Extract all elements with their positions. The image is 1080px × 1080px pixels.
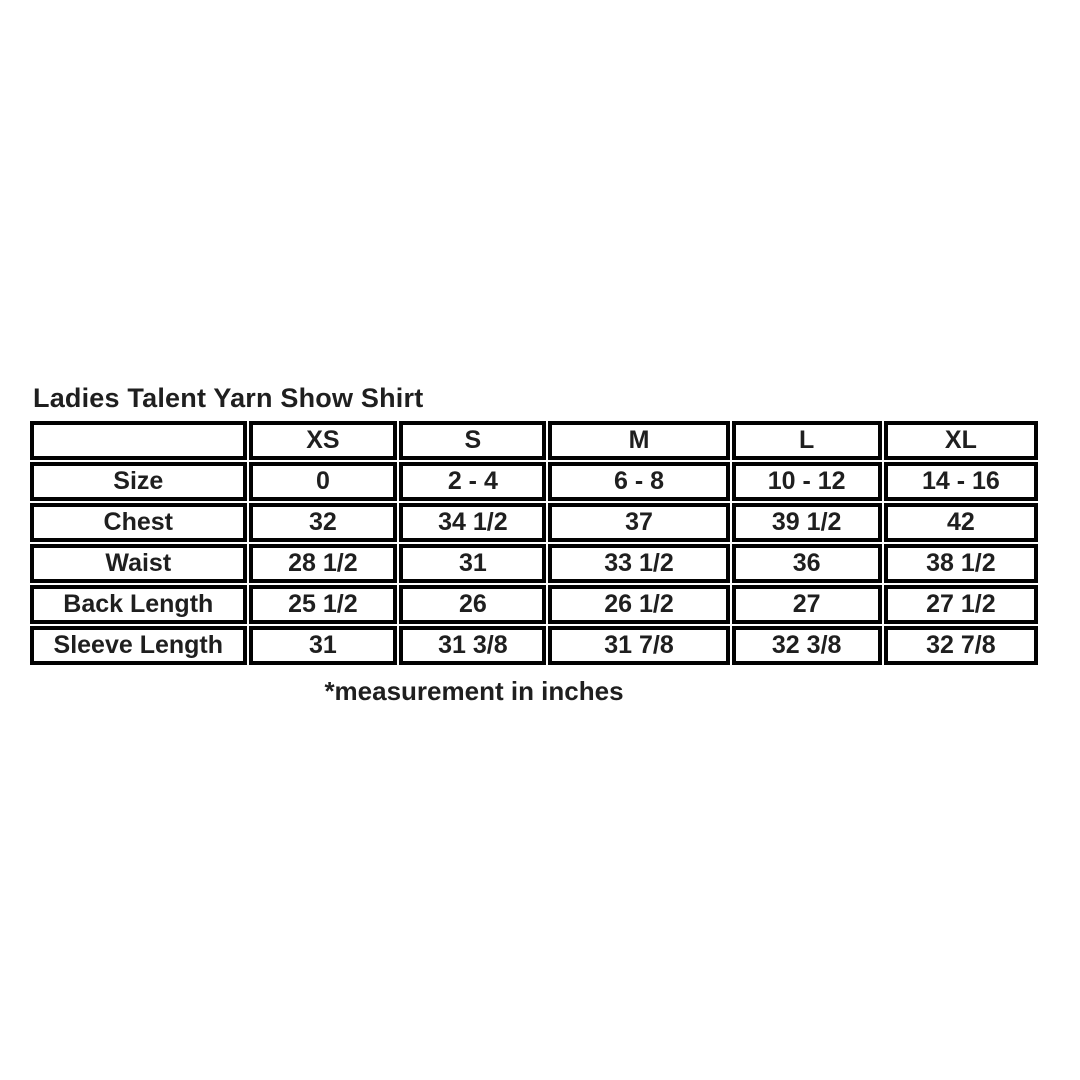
header-cell-m: M: [548, 421, 729, 460]
table-row-sleeve-length: [30, 626, 1038, 665]
page-title: Ladies Talent Yarn Show Shirt: [33, 383, 424, 413]
header-cell-s: S: [399, 421, 546, 460]
value-cell-sleeve-length-m: 31 7/8: [548, 626, 729, 665]
row-label-size: Size: [30, 462, 247, 501]
measurement-footnote: *measurement in inches: [324, 676, 624, 706]
value-cell-sleeve-length-xs: 31: [249, 626, 398, 665]
value-cell-waist-xl: 38 1/2: [884, 544, 1038, 583]
value-cell-sleeve-length-s: 31 3/8: [399, 626, 546, 665]
value-cell-size-xl: 14 - 16: [884, 462, 1038, 501]
value-cell-back-length-xl: 27 1/2: [884, 585, 1038, 624]
value-cell-size-l: 10 - 12: [732, 462, 882, 501]
size-chart-table: [28, 419, 1040, 667]
row-label-chest: Chest: [30, 503, 247, 542]
row-label-waist: Waist: [30, 544, 247, 583]
value-cell-chest-xl: 42: [884, 503, 1038, 542]
header-cell-xl: XL: [884, 421, 1038, 460]
row-label-back-length: Back Length: [30, 585, 247, 624]
value-cell-back-length-xs: 25 1/2: [249, 585, 398, 624]
value-cell-waist-m: 33 1/2: [548, 544, 729, 583]
table-row-chest: [30, 503, 1038, 542]
row-label-sleeve-length: Sleeve Length: [30, 626, 247, 665]
table-row-size: [30, 462, 1038, 501]
value-cell-chest-m: 37: [548, 503, 729, 542]
value-cell-waist-l: 36: [732, 544, 882, 583]
value-cell-back-length-s: 26: [399, 585, 546, 624]
header-cell-l: L: [732, 421, 882, 460]
value-cell-back-length-m: 26 1/2: [548, 585, 729, 624]
value-cell-size-s: 2 - 4: [399, 462, 546, 501]
value-cell-chest-l: 39 1/2: [732, 503, 882, 542]
value-cell-size-m: 6 - 8: [548, 462, 729, 501]
value-cell-waist-xs: 28 1/2: [249, 544, 398, 583]
value-cell-waist-s: 31: [399, 544, 546, 583]
header-cell-xs: XS: [249, 421, 398, 460]
value-cell-sleeve-length-l: 32 3/8: [732, 626, 882, 665]
value-cell-sleeve-length-xl: 32 7/8: [884, 626, 1038, 665]
table-row-back-length: [30, 585, 1038, 624]
header-cell-blank: [30, 421, 247, 460]
value-cell-size-xs: 0: [249, 462, 398, 501]
value-cell-chest-s: 34 1/2: [399, 503, 546, 542]
value-cell-chest-xs: 32: [249, 503, 398, 542]
table-row-waist: [30, 544, 1038, 583]
value-cell-back-length-l: 27: [732, 585, 882, 624]
header-row: [30, 421, 1038, 460]
